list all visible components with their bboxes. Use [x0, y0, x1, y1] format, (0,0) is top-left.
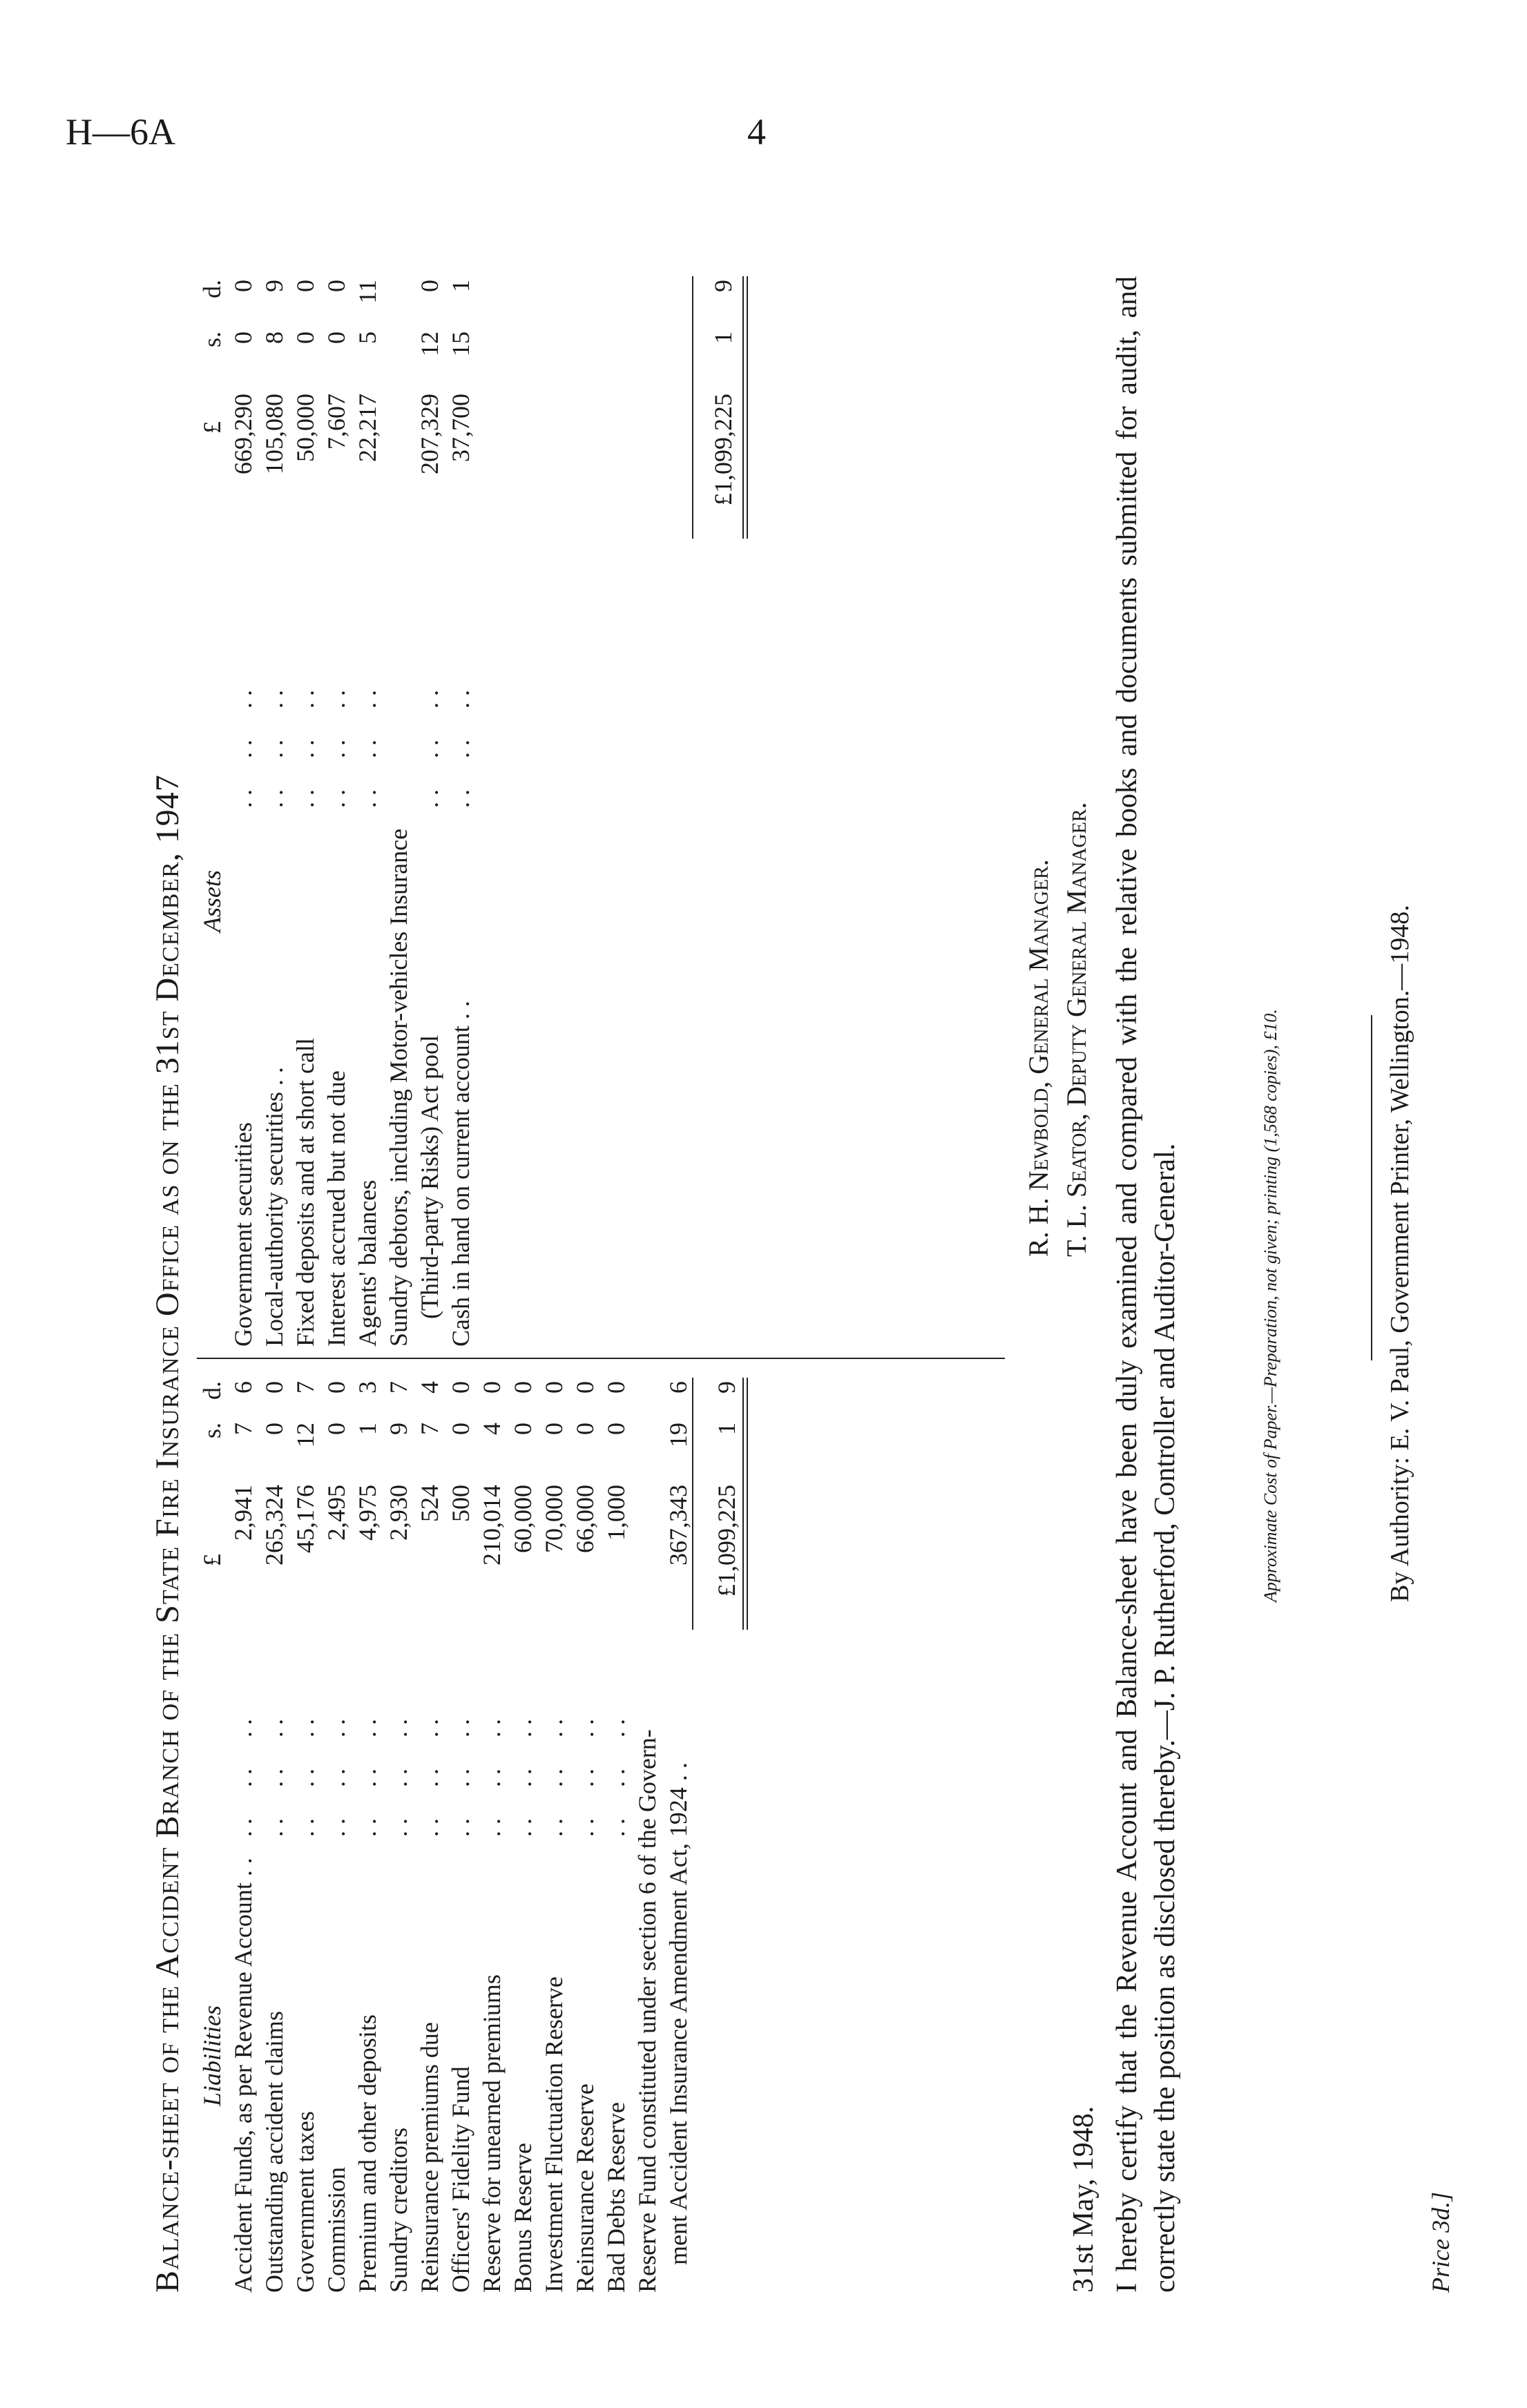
assets-row [352, 273, 383, 1347]
liabilities-row-pence: 0 [260, 1381, 288, 1394]
printer-rule [1371, 1015, 1372, 1360]
liabilities-row-shillings: 0 [509, 1423, 537, 1435]
assets-row-pence: 0 [229, 280, 257, 292]
assets-row-label: Interest accrued but not due [323, 1070, 350, 1347]
assets-total-pence: 9 [709, 280, 737, 292]
liabilities-row [352, 1371, 383, 2293]
liabilities-total-rule-top [692, 1378, 693, 1630]
reserve-fund-shillings: 19 [664, 1423, 692, 1447]
cash-shillings: 15 [447, 331, 474, 356]
liabilities-table [197, 1371, 742, 2293]
liabilities-total-rule-bottom [742, 1378, 748, 1630]
cost-of-paper-note: Approximate Cost of Paper.—Preparation, not given; printing (1,568 copies), £10. [1260, 1009, 1280, 1602]
liabilities-row-shillings: 0 [602, 1423, 630, 1435]
leader-dots: . . . . . . [602, 1719, 630, 1837]
assets-row-pounds: 7,607 [323, 394, 350, 450]
assets-row-pence: 0 [291, 280, 319, 292]
liabilities-row-pence: 0 [447, 1381, 474, 1394]
assets-row-label: Government securities [229, 1122, 257, 1347]
liabilities-row-pence: 0 [478, 1381, 506, 1394]
liabilities-row-label: Bonus Reserve [509, 2143, 537, 2293]
liabilities-row-label: Investment Fluctuation Reserve [540, 1976, 568, 2293]
liabilities-row-label: Officers' Fidelity Fund [447, 2066, 474, 2293]
assets-row-pounds: 105,080 [260, 394, 288, 474]
page-number: 4 [747, 111, 766, 153]
sundry-debtors-shillings: 12 [416, 331, 443, 356]
liabilities-row-pence: 0 [509, 1381, 537, 1394]
liabilities-row-shillings: 7 [229, 1423, 257, 1435]
liabilities-row-shillings: 9 [385, 1423, 412, 1435]
assets-row-pounds: 669,290 [229, 394, 257, 474]
shillings-column-header: s. [198, 331, 226, 348]
liabilities-row [477, 1371, 508, 2293]
liabilities-row-pence: 7 [291, 1381, 319, 1394]
liabilities-row-pounds: 45,176 [291, 1485, 319, 1553]
shillings-column-header: s. [198, 1423, 226, 1439]
liabilities-row-pounds: 2,495 [323, 1485, 350, 1541]
assets-row-pence: 0 [323, 280, 350, 292]
balance-sheet-title: Balance-sheet of the Accident Branch of the State Fire Insurance Office as on the 31st December, 1947 [149, 774, 186, 2293]
liabilities-total-shillings: 1 [713, 1423, 740, 1435]
liabilities-row [321, 1371, 352, 2293]
liabilities-row-shillings: 0 [571, 1423, 599, 1435]
assets-row-shillings: 0 [229, 331, 257, 344]
assets-total-rule-top [692, 276, 693, 539]
liabilities-row-label: Sundry creditors [385, 2128, 412, 2293]
liabilities-row [539, 1371, 570, 2293]
table-divider [197, 1358, 1005, 1359]
liabilities-total-pence: 9 [713, 1381, 740, 1394]
liabilities-row [570, 1371, 601, 2293]
liabilities-row-pence: 7 [385, 1381, 412, 1394]
liabilities-row-pounds: 4,975 [354, 1485, 381, 1541]
pence-column-header: d. [198, 280, 226, 298]
leader-dots: . . . . . . [291, 690, 319, 808]
assets-row [228, 273, 259, 1347]
liabilities-row-pounds: 265,324 [260, 1485, 288, 1566]
liabilities-row [601, 1371, 632, 2293]
assets-row-label: Local-authority securities . . [260, 1067, 288, 1347]
assets-row [290, 273, 321, 1347]
reserve-fund-label-line1: Reserve Fund constituted under section 6 of the Govern- [633, 1729, 661, 2293]
liabilities-row [414, 1371, 445, 2293]
liabilities-row-pence: 0 [571, 1381, 599, 1394]
liabilities-row-label: Government taxes [291, 2111, 319, 2293]
assets-row [321, 273, 352, 1347]
liabilities-row-pounds: 1,000 [602, 1485, 630, 1541]
price-note: Price 3d.] [1427, 2192, 1454, 2293]
liabilities-row-shillings: 7 [416, 1423, 443, 1435]
assets-heading: Assets [198, 870, 226, 932]
liabilities-row-pence: 6 [229, 1381, 257, 1394]
leader-dots: . . . . . . [260, 690, 288, 808]
liabilities-row-label: Reinsurance premiums due [416, 2022, 443, 2293]
assets-table [197, 273, 737, 1347]
liabilities-row-label: Reserve for unearned premiums [478, 1974, 506, 2293]
liabilities-row-shillings: 4 [478, 1423, 506, 1435]
liabilities-row-shillings: 0 [447, 1423, 474, 1435]
liabilities-row-pounds: 524 [416, 1485, 443, 1522]
pounds-column-header: £ [198, 1554, 226, 1566]
leader-dots: . . . . . . [323, 1719, 350, 1837]
liabilities-row-shillings: 1 [354, 1423, 381, 1435]
liabilities-row [508, 1371, 539, 2293]
assets-row-label: Agents' balances [354, 1179, 381, 1347]
liabilities-row [259, 1371, 290, 2293]
liabilities-row-pounds: 66,000 [571, 1485, 599, 1553]
leader-dots: . . . . . . [478, 1719, 506, 1837]
liabilities-row-label: Commission [323, 2166, 350, 2293]
leader-dots: . . . . . . [291, 1719, 319, 1837]
liabilities-heading: Liabilities [198, 2005, 226, 2106]
liabilities-row-pounds: 60,000 [509, 1485, 537, 1553]
leader-dots: . . . . . . [571, 1719, 599, 1837]
leader-dots: . . . . . . [385, 1719, 412, 1837]
liabilities-row [228, 1371, 259, 2293]
sundry-debtors-label-line1: Sundry debtors, including Motor-vehicles Insurance [385, 828, 412, 1347]
reserve-fund-label-line2: ment Accident Insurance Amendment Act, 1924 . . [664, 1762, 692, 2265]
leader-dots: . . . . . . [229, 1719, 257, 1837]
rotated-page-content [148, 117, 1495, 2293]
reserve-fund-pounds: 367,343 [664, 1485, 692, 1566]
assets-row-pence: 11 [354, 280, 381, 304]
cash-label: Cash in hand on current account . . [447, 1001, 474, 1347]
liabilities-row-shillings: 12 [291, 1423, 319, 1447]
sundry-debtors-label-line2: (Third-party Risks) Act pool [416, 1035, 443, 1319]
leader-dots: . . . . . . [354, 1719, 381, 1837]
assets-row-pence: 9 [260, 280, 288, 292]
liabilities-row-label: Outstanding accident claims [260, 2011, 288, 2293]
assets-row-shillings: 0 [323, 331, 350, 344]
certificate-date: 31st May, 1948. [1068, 2106, 1099, 2293]
pence-column-header: d. [198, 1381, 226, 1400]
leader-dots: . . . . . . [447, 1719, 474, 1837]
liabilities-row-label: Bad Debts Reserve [602, 2102, 630, 2293]
liabilities-row-shillings: 0 [323, 1423, 350, 1435]
sundry-debtors-pence: 0 [416, 280, 443, 292]
liabilities-row-pounds: 500 [447, 1485, 474, 1522]
audit-certificate: I hereby certify that the Revenue Account and Balance-sheet have been duly examined and compared with the relative books and documents submitted for audit, and correctly state the position as disclosed thereby.—J. P. Rutherford, Controller and Auditor-General. [1111, 276, 1181, 2293]
liabilities-row-pence: 3 [354, 1381, 381, 1394]
printer-imprint: By Authority: E. V. Paul, Government Printer, Wellington.—1948. [1385, 905, 1414, 1602]
leader-dots: . . . . . . [323, 690, 350, 808]
liabilities-total-pounds: £1,099,225 [713, 1485, 740, 1597]
assets-total-pounds: £1,099,225 [709, 394, 737, 505]
liabilities-row-pence: 0 [540, 1381, 568, 1394]
assets-row-label: Fixed deposits and at short call [291, 1038, 319, 1347]
signature-deputy-general-manager: T. L. Seator, Deputy General Manager. [1061, 802, 1092, 1257]
leader-dots: . . . . . . [416, 690, 443, 808]
liabilities-row-pounds: 2,941 [229, 1485, 257, 1541]
assets-row-pounds: 22,217 [354, 394, 381, 462]
liabilities-row-pence: 0 [602, 1381, 630, 1394]
liabilities-row [383, 1371, 414, 2293]
leader-dots: . . . . . . [447, 690, 474, 808]
assets-row-shillings: 8 [260, 331, 288, 344]
liabilities-row [445, 1371, 477, 2293]
leader-dots: . . . . . . [354, 690, 381, 808]
leader-dots: . . . . . . [260, 1719, 288, 1837]
liabilities-row-pounds: 2,930 [385, 1485, 412, 1541]
document-code: H—6A [66, 111, 175, 153]
liabilities-row-pounds: 210,014 [478, 1485, 506, 1566]
liabilities-row [290, 1371, 321, 2293]
signature-general-manager: R. H. Newbold, General Manager. [1023, 859, 1054, 1257]
assets-total-rule-bottom [742, 276, 748, 539]
liabilities-row-pounds: 70,000 [540, 1485, 568, 1553]
leader-dots: . . . . . . [540, 1719, 568, 1837]
liabilities-row-label: Premium and other deposits [354, 2014, 381, 2293]
liabilities-row-shillings: 0 [540, 1423, 568, 1435]
sundry-debtors-pounds: 207,329 [416, 394, 443, 474]
cash-pence: 1 [447, 280, 474, 292]
assets-row-shillings: 0 [291, 331, 319, 344]
leader-dots: . . . . . . [229, 690, 257, 808]
liabilities-row-label: Accident Funds, as per Revenue Account . . [229, 1858, 257, 2293]
liabilities-row-label: Reinsurance Reserve [571, 2083, 599, 2293]
reserve-fund-pence: 6 [664, 1381, 692, 1394]
assets-row-shillings: 5 [354, 331, 381, 344]
liabilities-row-pence: 4 [416, 1381, 443, 1394]
assets-row [259, 273, 290, 1347]
assets-row-pounds: 50,000 [291, 394, 319, 462]
assets-total-shillings: 1 [709, 331, 737, 344]
leader-dots: . . . . . . [509, 1719, 537, 1837]
liabilities-row-shillings: 0 [260, 1423, 288, 1435]
liabilities-row-pence: 0 [323, 1381, 350, 1394]
leader-dots: . . . . . . [416, 1719, 443, 1837]
pounds-column-header: £ [198, 421, 226, 434]
cash-pounds: 37,700 [447, 394, 474, 462]
